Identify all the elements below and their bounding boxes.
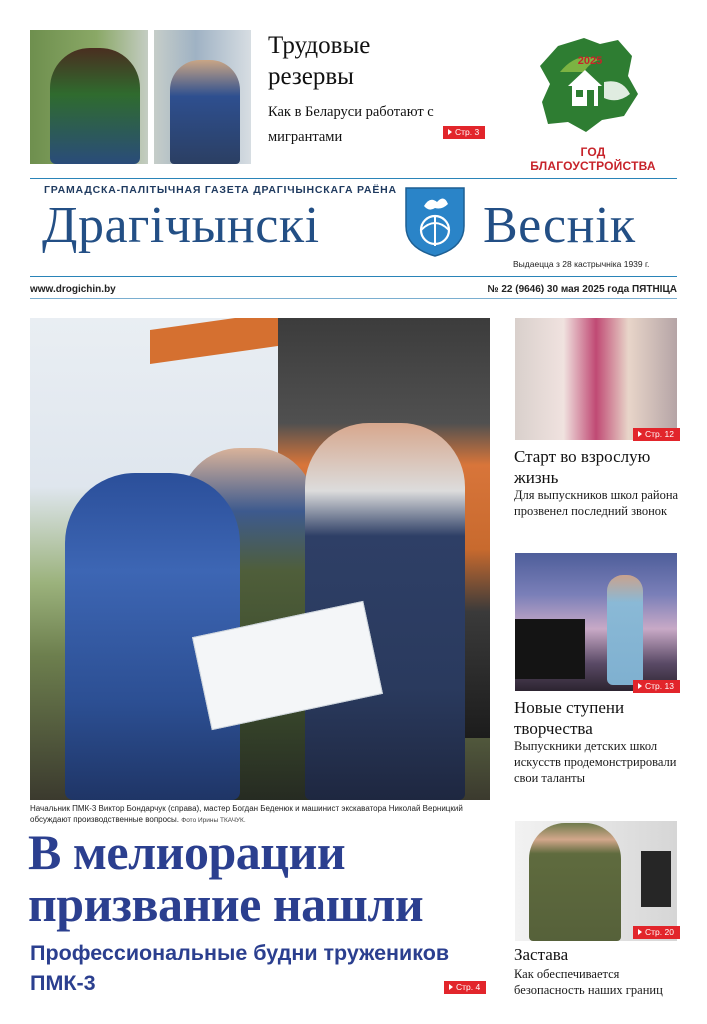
main-subheadline: Профессиональные будни тружеников ПМК-3	[30, 941, 450, 995]
arrow-icon	[449, 984, 453, 990]
top-divider	[30, 178, 677, 179]
emblem-caption: ГОД БЛАГОУСТРОЙСТВА	[530, 145, 656, 173]
arrow-icon	[638, 929, 642, 935]
photo-caption: Начальник ПМК-3 Виктор Бондарчук (справа), мастер Богдан Беденюк и машинист экскаватора Николай Верницкий обсуждают производственные вопросы. Фото Ирины ТКАЧУК.	[30, 804, 463, 824]
teaser-subtitle: Как в Беларуси работают с мигрантами	[268, 104, 434, 145]
sidebar-page-ref[interactable]: Стр. 13	[633, 680, 680, 693]
sidebar-photo-graduation	[515, 318, 677, 440]
website-link[interactable]: www.drogichin.by	[30, 284, 116, 295]
publication-since: Выдаецца з 28 кастрычніка 1939 г.	[513, 259, 650, 269]
teaser-title: Трудовые резервы	[268, 32, 371, 90]
arrow-icon	[448, 129, 452, 135]
sidebar-title: Застава	[514, 945, 569, 964]
photo-credit: Фото Ирины ТКАЧУК.	[181, 817, 246, 824]
year-of-improvement-emblem	[538, 32, 640, 137]
teaser-photo	[30, 30, 251, 164]
issue-info: № 22 (9646) 30 мая 2025 года ПЯТНІЦА	[487, 284, 677, 295]
arrow-icon	[638, 683, 642, 689]
emblem-year: 2025	[577, 55, 603, 67]
issue-divider	[30, 298, 677, 299]
main-photo	[30, 318, 490, 800]
sidebar-text: Для выпускников школ района прозвенел последний звонок	[514, 488, 679, 518]
sidebar-page-ref[interactable]: Стр. 12	[633, 428, 680, 441]
masthead-slogan: ГРАМАДСКА-ПАЛІТЫЧНАЯ ГАЗЕТА ДРАГІЧЫНСКАГА РАЁНА	[44, 184, 397, 196]
main-headline: В мелиорации призвание нашли	[28, 824, 424, 932]
masthead-name-left: Драгічынскі	[42, 197, 320, 254]
sidebar-title: Старт во взрослую жизнь	[514, 447, 651, 487]
sidebar-page-ref[interactable]: Стр. 20	[633, 926, 680, 939]
sidebar-photo-border-guard	[515, 821, 677, 941]
sidebar-photo-music	[515, 553, 677, 691]
teaser-page-ref[interactable]: Стр. 3	[443, 126, 485, 139]
masthead-name-right: Веснік	[483, 197, 636, 254]
sidebar-text: Как обеспечивается безопасность наших границ	[514, 967, 663, 997]
sidebar-text: Выпускники детских школ искусств продемонстрировали свои таланты	[514, 739, 677, 785]
arrow-icon	[638, 431, 642, 437]
sidebar-title: Новые ступени творчества	[514, 698, 625, 738]
masthead-divider	[30, 276, 677, 277]
coat-of-arms-icon	[404, 186, 466, 258]
main-page-ref[interactable]: Стр. 4	[444, 981, 486, 994]
